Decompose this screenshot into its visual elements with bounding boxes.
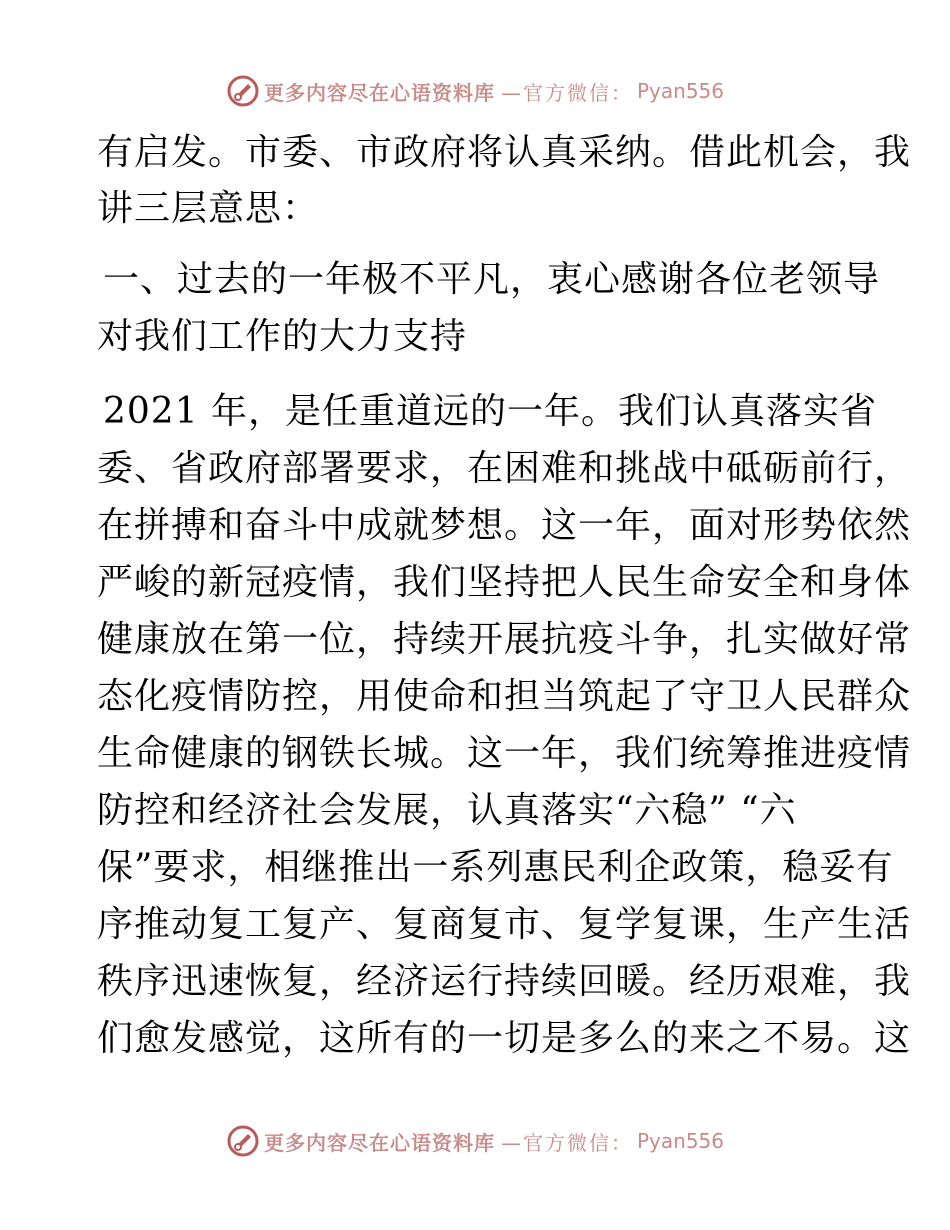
body-line: 有启发。市委、市政府将认真采纳。借此机会，我 xyxy=(97,132,912,173)
seal-logo-icon xyxy=(226,74,260,108)
section-heading-line: 对我们工作的大力支持 xyxy=(97,316,468,357)
seal-logo-icon xyxy=(226,1124,260,1158)
section-heading-line: 一、过去的一年极不平凡，衷心感谢各位老领导 xyxy=(103,259,881,300)
watermark-main-text: 更多内容尽在心语资料库 xyxy=(263,1130,495,1155)
body-line: 委、省政府部署要求，在困难和挑战中砥砺前行， xyxy=(97,448,912,489)
body-line: 2021 年，是任重道远的一年。我们认真落实省 xyxy=(103,391,878,432)
body-line: 防控和经济社会发展，认真落实“六稳” “六 xyxy=(97,790,797,831)
body-line: 序推动复工复产、复商复市、复学复课，生产生活 xyxy=(97,904,912,945)
watermark-handle: Pyan556 xyxy=(636,79,724,103)
body-line: 秩序迅速恢复，经济运行持续回暖。经历艰难，我 xyxy=(97,961,912,1002)
body-line: 态化疫情防控，用使命和担当筑起了守卫人民群众 xyxy=(97,676,912,717)
header-watermark xyxy=(0,71,950,111)
footer-watermark xyxy=(0,1121,950,1161)
body-line: 们愈发感觉，这所有的一切是多么的来之不易。这 xyxy=(97,1018,912,1059)
watermark-separator: —官方微信： xyxy=(500,1130,633,1155)
watermark-handle: Pyan556 xyxy=(636,1129,724,1153)
watermark-separator: —官方微信： xyxy=(500,80,633,105)
body-line: 健康放在第一位，持续开展抗疫斗争，扎实做好常 xyxy=(97,619,912,660)
body-line: 严峻的新冠疫情，我们坚持把人民生命安全和身体 xyxy=(97,562,912,603)
body-line: 生命健康的钢铁长城。这一年，我们统筹推进疫情 xyxy=(97,733,912,774)
watermark-main-text: 更多内容尽在心语资料库 xyxy=(263,80,495,105)
body-line: 保”要求，相继推出一系列惠民利企政策，稳妥有 xyxy=(97,847,894,888)
body-line: 讲三层意思： xyxy=(97,188,320,229)
body-line: 在拼搏和奋斗中成就梦想。这一年，面对形势依然 xyxy=(97,505,912,546)
